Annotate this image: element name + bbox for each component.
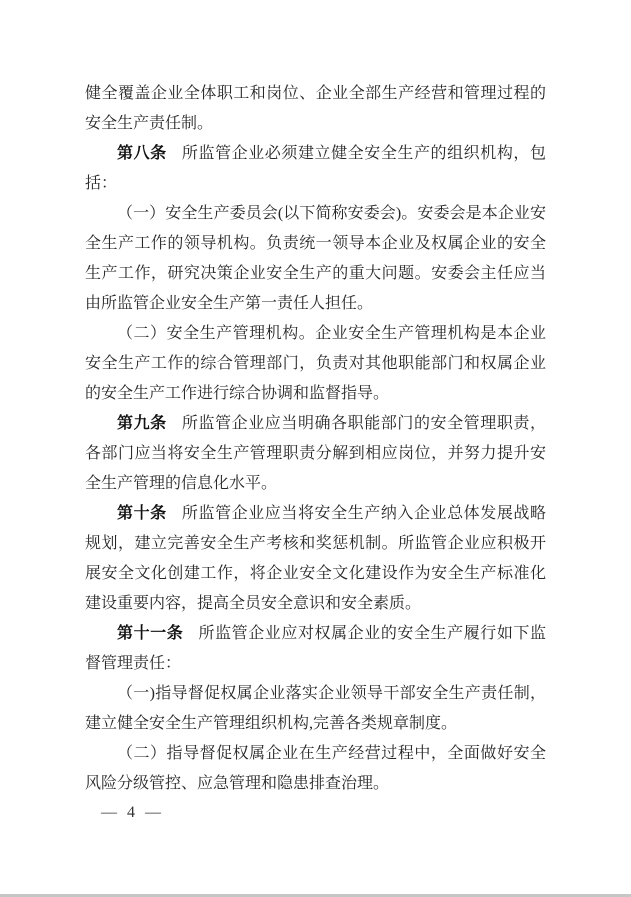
paragraph: （二）指导督促权属企业在生产经营过程中，全面做好安全风险分级管控、应急管理和隐患排查治理。 [85,745,546,792]
paragraph: （一)指导督促权属企业落实企业领导干部安全生产责任制，建立健全安全生产管理组织机构,完善各类规章制度。 [85,685,546,732]
paragraph: （二）安全生产管理机构。企业安全生产管理机构是本企业安全生产工作的综合管理部门，负责对其他职能部门和权属企业的安全生产工作进行综合协调和监督指导。 [85,325,546,402]
paragraph: 第十条 所监管企业应当将安全生产纳入企业总体发展战略规划，建立完善安全生产考核和奖惩机制。所监管企业应积极开展安全文化创建工作，将企业安全文化建设作为安全生产标准化建设重要内容，提高全员安全意识和安全素质。 [85,505,546,612]
paragraph: 第十一条 所监管企业应对权属企业的安全生产履行如下监督管理责任： [85,625,546,672]
article-number: 第十一条 [117,625,184,642]
article-number: 第八条 [117,145,167,162]
article-number: 第九条 [117,415,167,432]
article-number: 第十条 [117,505,167,522]
page-number: — 4 — [101,804,164,821]
paragraph: 第八条 所监管企业必须建立健全安全生产的组织机构，包括： [85,145,546,192]
document-body [85,79,546,799]
paragraph: 健全覆盖企业全体职工和岗位、企业全部生产经营和管理过程的安全生产责任制。 [85,85,546,132]
paragraph: 第九条 所监管企业应当明确各职能部门的安全管理职责，各部门应当将安全生产管理职责分解到相应岗位，并努力提升安全生产管理的信息化水平。 [85,415,546,492]
paragraph: （一）安全生产委员会(以下简称安委会)。安委会是本企业安全生产工作的领导机构。负责统一领导本企业及权属企业的安全生产工作，研究决策企业安全生产的重大问题。安委会主任应当由所监管企业安全生产第一责任人担任。 [85,205,546,312]
